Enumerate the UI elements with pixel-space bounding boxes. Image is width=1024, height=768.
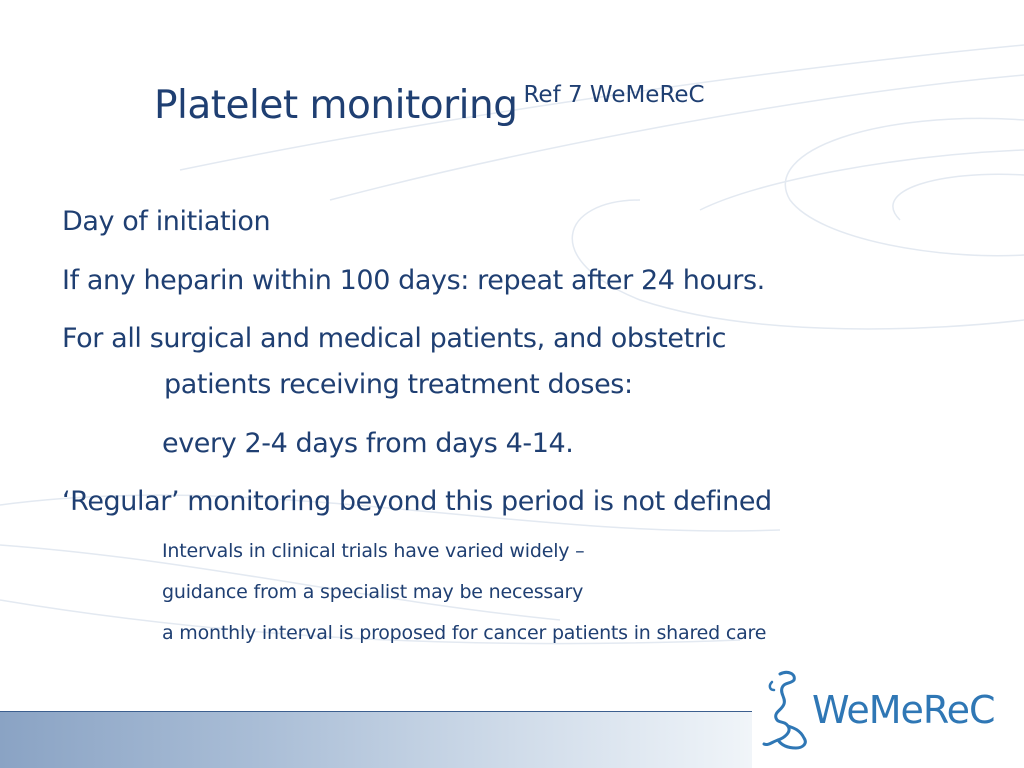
bullet-regular-monitoring: ‘Regular’ monitoring beyond this period is not defined: [62, 486, 772, 517]
sub-bullet-monthly-interval: a monthly interval is proposed for cancer patients in shared care: [162, 622, 767, 644]
wales-map-icon: [758, 668, 818, 758]
title-text: Platelet monitoring: [154, 83, 518, 128]
bullet-surgical-medical-patients: For all surgical and medical patients, and obstetric: [62, 323, 727, 354]
title-reference: Ref 7 WeMeReC: [523, 82, 705, 108]
bullet-surgical-medical-patients-continued: patients receiving treatment doses:: [164, 369, 633, 400]
wemerec-logo-text: WeMeReC: [812, 688, 995, 732]
bullet-heparin-repeat: If any heparin within 100 days: repeat after 24 hours.: [62, 265, 765, 296]
slide-title: [154, 82, 705, 128]
sub-bullet-intervals-clinical-trials: Intervals in clinical trials have varied widely –: [162, 540, 585, 562]
sub-bullet-specialist-guidance: guidance from a specialist may be necessary: [162, 581, 584, 603]
bullet-every-2-4-days: every 2-4 days from days 4-14.: [162, 428, 574, 459]
bullet-day-of-initiation: Day of initiation: [62, 206, 271, 237]
